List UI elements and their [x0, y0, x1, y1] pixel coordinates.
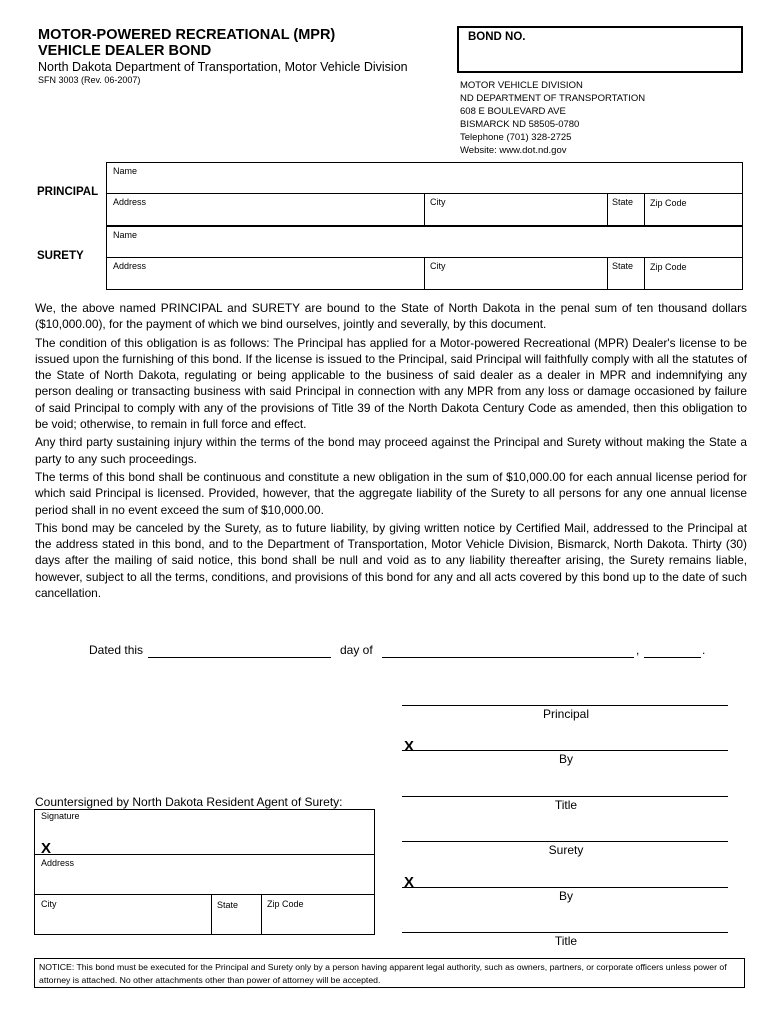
- divider: [211, 894, 212, 934]
- surety-caption: Surety: [548, 843, 584, 857]
- countersign-box: [34, 809, 375, 935]
- surety-name-label: Name: [113, 230, 138, 240]
- surety-signature-line[interactable]: [402, 841, 728, 842]
- dated-day-line[interactable]: [148, 657, 331, 658]
- notice-box: [34, 958, 745, 988]
- agency-line: ND DEPARTMENT OF TRANSPORTATION: [460, 92, 646, 104]
- principal-by-caption: By: [558, 752, 573, 766]
- bond-number-field[interactable]: [457, 26, 743, 73]
- countersign-zip-label: Zip Code: [267, 899, 304, 909]
- principal-title-caption: Title: [554, 798, 578, 812]
- bond-paragraph: The terms of this bond shall be continuous and constitute a new obligation in the sum of $10,000.00 for each annual license period for which said Principal is licensed. Provided, however, that the aggregate liability of the Surety to all persons for any one annual license period shall in no event exceed the sum of $10,000.00.: [35, 469, 747, 517]
- surety-by-caption: By: [558, 889, 573, 903]
- surety-by-line[interactable]: [402, 887, 728, 888]
- bond-number-label: BOND NO.: [468, 31, 526, 43]
- form-title-line2: VEHICLE DEALER BOND: [38, 43, 212, 59]
- principal-state-label: State: [612, 197, 634, 207]
- divider: [35, 894, 374, 895]
- principal-caption: Principal: [542, 707, 590, 721]
- surety-city-label: City: [430, 261, 446, 271]
- principal-name-label: Name: [113, 166, 138, 176]
- surety-title-line[interactable]: [402, 932, 728, 933]
- countersign-heading: Countersigned by North Dakota Resident Agent of Surety:: [35, 795, 343, 809]
- agency-address: [460, 80, 645, 157]
- surety-state-label: State: [612, 261, 634, 271]
- form-number: SFN 3003 (Rev. 06-2007): [38, 75, 141, 85]
- agency-line: Telephone (701) 328-2725: [460, 131, 572, 143]
- agency-line: 608 E BOULEVARD AVE: [460, 105, 566, 117]
- bond-terms: [35, 300, 747, 603]
- bond-paragraph: Any third party sustaining injury within the terms of the bond may proceed against the Principal and Surety without making the State a party to any such proceedings.: [35, 435, 747, 466]
- countersign-state-label: State: [217, 900, 239, 910]
- surety-box: [106, 226, 743, 290]
- countersign-signature-label: Signature: [41, 811, 80, 821]
- agency-line: BISMARCK ND 58505-0780: [460, 118, 580, 130]
- dated-period: .: [702, 643, 706, 657]
- bond-paragraph: The condition of this obligation is as follows: The Principal has applied for a Motor-powered Recreational (MPR) Dealer's license to be issued upon the furnishing of this bond. If the license is issued to the Principal, said Principal will faithfully comply with all the statutes of the State of North Dakota, regulating or being applicable to the business of said dealer as a dealer in MPR and indemnifying any person dealing or transacting business with said Principal in connection with any MPR from any loss or damage occasioned by failure of said Principal to comply with any of the provisions of Title 39 of the North Dakota Century Code as amended, then this obligation to be void; otherwise, to remain in full force and effect.: [35, 335, 747, 432]
- countersign-address-label: Address: [41, 858, 75, 868]
- surety-zip-label: Zip Code: [650, 262, 687, 272]
- bond-paragraph: This bond may be canceled by the Surety, as to future liability, by giving written notice by Certified Mail, addressed to the Principal at the address stated in this bond, and to the Department of Transportation, Motor Vehicle Division, Bismarck, North Dakota. Thirty (30) days after the mailing of said notice, this bond shall be null and void as to any liability thereafter arising, the Surety remains liable, however, subject to all the terms, conditions, and provisions of this bond for any and all acts covered by this bond up to the date of such cancellation.: [35, 520, 747, 601]
- form-title-line1: MOTOR-POWERED RECREATIONAL (MPR): [38, 27, 336, 43]
- notice-text: NOTICE: This bond must be executed for the Principal and Surety only by a person having apparent legal authority, such as owners, partners, or corporate officers unless power of attorney is attached. No other attachments other than power of attorney will be accepted.: [39, 962, 727, 985]
- divider: [644, 257, 645, 289]
- principal-by-x-mark: X: [404, 738, 415, 755]
- agency-line: Website: www.dot.nd.gov: [460, 144, 567, 156]
- divider: [261, 894, 262, 934]
- bond-paragraph: We, the above named PRINCIPAL and SURETY are bound to the State of North Dakota in the penal sum of ten thousand dollars ($10,000.00), for the payment of which we bind ourselves, jointly and severally, by this document.: [35, 301, 747, 332]
- divider: [607, 193, 608, 225]
- divider: [607, 257, 608, 289]
- countersign-city-label: City: [41, 899, 57, 909]
- principal-address-label: Address: [113, 197, 147, 207]
- surety-title-caption: Title: [554, 934, 578, 948]
- principal-label: PRINCIPAL: [37, 186, 99, 198]
- divider: [424, 257, 425, 289]
- surety-address-label: Address: [113, 261, 147, 271]
- surety-by-x-mark: X: [404, 874, 415, 891]
- day-of-label: day of: [340, 643, 373, 657]
- divider: [644, 193, 645, 225]
- dated-year-line[interactable]: [644, 657, 701, 658]
- dated-month-line[interactable]: [382, 657, 634, 658]
- principal-city-label: City: [430, 197, 446, 207]
- agency-line: MOTOR VEHICLE DIVISION: [460, 80, 583, 91]
- principal-title-line[interactable]: [402, 796, 728, 797]
- dated-comma: ,: [636, 643, 640, 657]
- countersign-x-mark: X: [41, 840, 52, 857]
- department-subtitle: North Dakota Department of Transportation, Motor Vehicle Division: [38, 60, 408, 74]
- form-title: [38, 27, 335, 59]
- principal-by-line[interactable]: [402, 750, 728, 751]
- principal-box: [106, 162, 743, 226]
- surety-label: SURETY: [37, 250, 84, 262]
- principal-zip-label: Zip Code: [650, 198, 687, 208]
- divider: [35, 854, 374, 855]
- principal-signature-line[interactable]: [402, 705, 728, 706]
- divider: [424, 193, 425, 225]
- dated-this-label: Dated this: [89, 643, 144, 657]
